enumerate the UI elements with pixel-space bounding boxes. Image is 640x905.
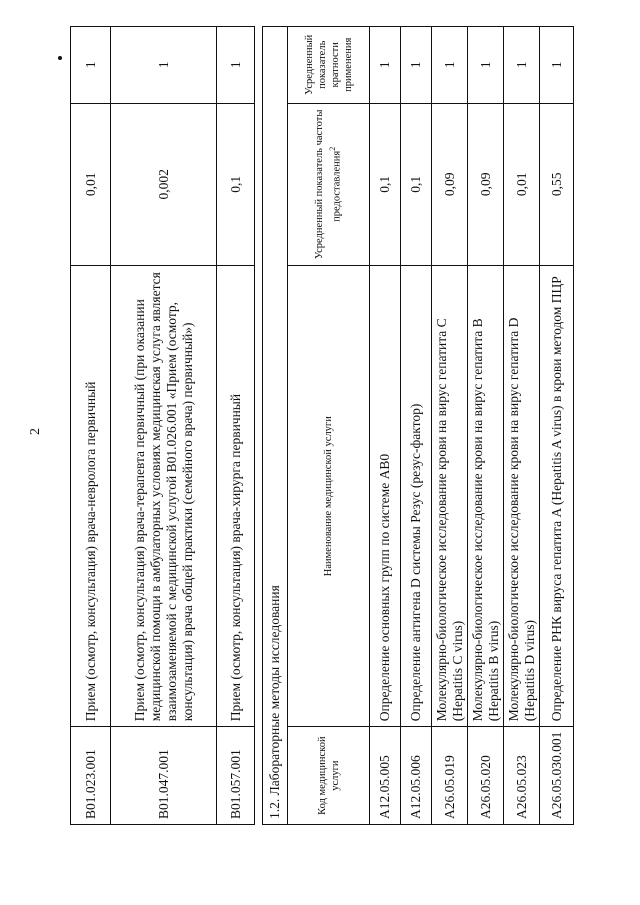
header-frequency <box>288 103 370 266</box>
service-code: A26.05.020 <box>468 727 504 825</box>
service-code: B01.057.001 <box>217 727 255 825</box>
service-code: A26.05.023 <box>504 727 540 825</box>
section-title-row <box>263 27 288 825</box>
service-code: A12.05.006 <box>401 727 432 825</box>
frequency-value: 0,1 <box>370 103 401 266</box>
header-code: Код медицинской услуги <box>288 727 370 825</box>
table-header-row <box>288 27 370 825</box>
section-title: 1.2. Лабораторные методы исследования <box>263 27 288 825</box>
header-name: Наименование медицинской услуги <box>288 266 370 727</box>
frequency-value: 0,1 <box>217 103 255 266</box>
service-code: B01.023.001 <box>71 727 111 825</box>
frequency-value: 0,09 <box>432 103 468 266</box>
consultations-table <box>70 26 255 825</box>
frequency-value: 0,002 <box>111 103 217 266</box>
multiplicity-value: 1 <box>370 27 401 104</box>
service-name: Определение РНК вируса гепатита A (Hepatitis A virus) в крови методом ПЦР <box>540 266 574 727</box>
header-multiplicity: Усредненный показатель кратности применения <box>288 27 370 104</box>
multiplicity-value: 1 <box>111 27 217 104</box>
service-name: Определение основных групп по системе AB0 <box>370 266 401 727</box>
table-row <box>504 27 540 825</box>
page-number: 2 <box>28 428 43 435</box>
frequency-value: 0,1 <box>401 103 432 266</box>
service-code: A26.05.019 <box>432 727 468 825</box>
service-name: Молекулярно-биологическое исследование крови на вирус гепатита D (Hepatitis D virus) <box>504 266 540 727</box>
header-frequency-text: Усредненный показатель частоты предоставления <box>314 109 343 260</box>
multiplicity-value: 1 <box>401 27 432 104</box>
multiplicity-value: 1 <box>217 27 255 104</box>
service-name: Прием (осмотр, консультация) врача-невролога первичный <box>71 266 111 727</box>
multiplicity-value: 1 <box>504 27 540 104</box>
multiplicity-value: 1 <box>71 27 111 104</box>
service-code: B01.047.001 <box>111 727 217 825</box>
footnote-mark: 2 <box>328 146 338 151</box>
multiplicity-value: 1 <box>540 27 574 104</box>
service-name: Определение антигена D системы Резус (резус-фактор) <box>401 266 432 727</box>
table-row <box>401 27 432 825</box>
frequency-value: 0,55 <box>540 103 574 266</box>
service-code: A26.05.030.001 <box>540 727 574 825</box>
frequency-value: 0,01 <box>71 103 111 266</box>
table-row <box>71 27 111 825</box>
lab-methods-table <box>262 26 574 825</box>
service-code: A12.05.005 <box>370 727 401 825</box>
table-row <box>217 27 255 825</box>
service-name: Молекулярно-биологическое исследование крови на вирус гепатита B (Hepatitis B virus) <box>468 266 504 727</box>
table-row <box>540 27 574 825</box>
table-row <box>432 27 468 825</box>
frequency-value: 0,01 <box>504 103 540 266</box>
multiplicity-value: 1 <box>432 27 468 104</box>
table-row <box>468 27 504 825</box>
scan-speck <box>58 56 62 60</box>
multiplicity-value: 1 <box>468 27 504 104</box>
table-row <box>111 27 217 825</box>
table-row <box>370 27 401 825</box>
service-name: Прием (осмотр, консультация) врача-хирурга первичный <box>217 266 255 727</box>
service-name: Молекулярно-биологическое исследование крови на вирус гепатита C (Hepatitis C virus) <box>432 266 468 727</box>
frequency-value: 0,09 <box>468 103 504 266</box>
service-name: Прием (осмотр, консультация) врача-терапевта первичный (при оказании медицинской помощи в амбулаторных условиях медицинская услуга является взаимозаменяемой с медицинской услугой B01.026.001 «Прием (осмотр, консультация) врача общей практики (семейного врача) первичный») <box>111 266 217 727</box>
